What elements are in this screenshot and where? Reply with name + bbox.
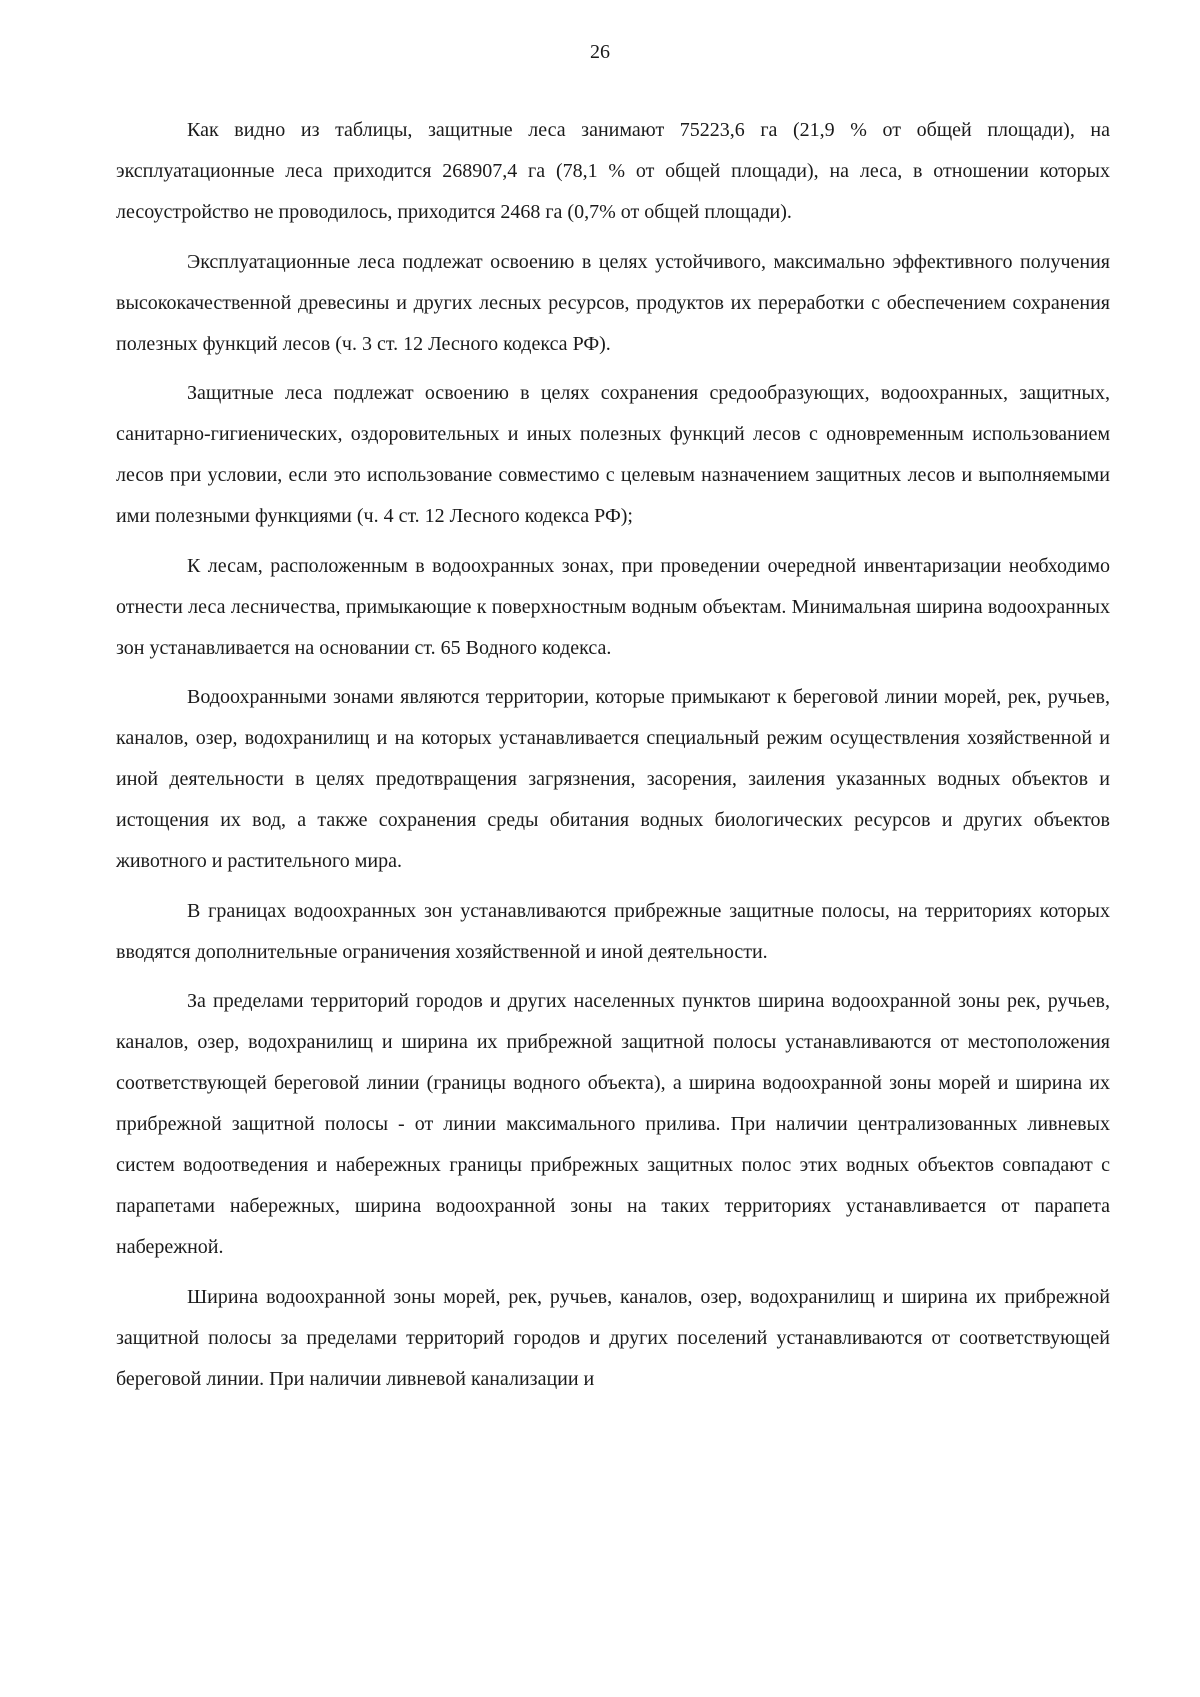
paragraph-zone-width-settlements: Ширина водоохранной зоны морей, рек, ручьев, каналов, озер, водохранилищ и ширина их прибрежной защитной полосы за пределами территорий городов и других поселений устанавливаются от соответствующей береговой линии. При наличии ливневой канализации и	[116, 1285, 1110, 1390]
paragraph-water-protection-zones-definition: Водоохранными зонами являются территории, которые примыкают к береговой линии морей, рек, ручьев, каналов, озер, водохранилищ и на которых устанавливается специальный режим осуществления хозяйственной и иной деятельности в целях предотвращения загрязнения, засорения, заиления указанных водных объектов и истощения их вод, а также сохранения среды обитания водных биологических ресурсов и других объектов животного и растительного мира.	[116, 686, 1110, 872]
paragraph-zone-width-outside-cities: За пределами территорий городов и других населенных пунктов ширина водоохранной зоны рек, ручьев, каналов, озер, водохранилищ и ширина их прибрежной защитной полосы устанавливаются от местоположения соответствующей береговой линии (границы водного объекта), а ширина водоохранной зоны морей и ширина их прибрежной защитной полосы - от линии максимального прилива. При наличии централизованных ливневых систем водоотведения и набережных границы прибрежных защитных полос этих водных объектов совпадают с парапетами набережных, ширина водоохранной зоны на таких территориях устанавливается от парапета набережной.	[116, 990, 1110, 1258]
document-body	[116, 110, 1110, 1408]
page-number: 26	[590, 41, 610, 63]
paragraph-coastal-protective-strips: В границах водоохранных зон устанавливаются прибрежные защитные полосы, на территориях которых вводятся дополнительные ограничения хозяйственной и иной деятельности.	[116, 899, 1110, 963]
paragraph-protective-forests-share: Как видно из таблицы, защитные леса занимают 75223,6 га (21,9 % от общей площади), на эксплуатационные леса приходится 268907,4 га (78,1 % от общей площади), на леса, в отношении которых лесоустройство не проводилось, приходится 2468 га (0,7% от общей площади).	[116, 119, 1110, 223]
paragraph-exploitation-forests: Эксплуатационные леса подлежат освоению в целях устойчивого, максимально эффективного получения высококачественной древесины и других лесных ресурсов, продуктов их переработки с обеспечением сохранения полезных функций лесов (ч. 3 ст. 12 Лесного кодекса РФ).	[116, 250, 1110, 355]
paragraph-water-protection-forests: К лесам, расположенным в водоохранных зонах, при проведении очередной инвентаризации необходимо отнести леса лесничества, примыкающие к поверхностным водным объектам. Минимальная ширина водоохранных зон устанавливается на основании ст. 65 Водного кодекса.	[116, 554, 1110, 659]
paragraph-protective-forests-use: Защитные леса подлежат освоению в целях сохранения средообразующих, водоохранных, защитных, санитарно-гигиенических, оздоровительных и иных полезных функций лесов с одновременным использованием лесов при условии, если это использование совместимо с целевым назначением защитных лесов и выполняемыми ими полезными функциями (ч. 4 ст. 12 Лесного кодекса РФ);	[116, 382, 1110, 527]
